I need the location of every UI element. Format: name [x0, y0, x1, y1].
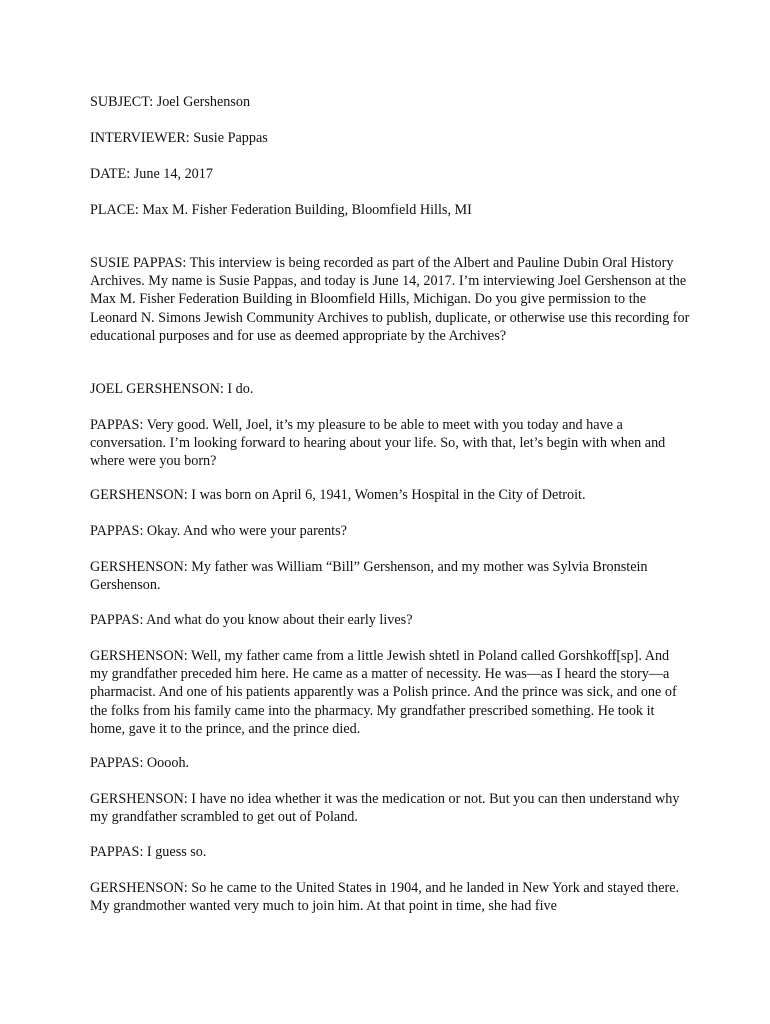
date-line: DATE: June 14, 2017 [90, 166, 213, 182]
transcript-paragraph: GERSHENSON: My father was William “Bill” Gershenson, and my mother was Sylvia Bronstein Gershenson. [90, 559, 648, 594]
transcript-paragraph: JOEL GERSHENSON: I do. [90, 381, 254, 397]
subject-line: SUBJECT: Joel Gershenson [90, 94, 251, 110]
transcript-paragraph: GERSHENSON: Well, my father came from a little Jewish shtetl in Poland called Gorshkoff[sp]. And my grandfather preceded him here. He came as a matter of necessity. He was—as I heard the story—a pharmacist. And one of his patients apparently was a Polish prince. And the prince was sick, and one of the folks from his family came into the pharmacy. My grandfather prescribed something. He took it home, gave it to the prince, and the prince died. [90, 648, 677, 737]
transcript-paragraph: PAPPAS: Very good. Well, Joel, it’s my pleasure to be able to meet with you today and have a conversation. I’m looking forward to hearing about your life. So, with that, let’s begin with when and where were you born? [90, 417, 666, 470]
interviewer-line: INTERVIEWER: Susie Pappas [90, 130, 268, 146]
transcript-paragraph: GERSHENSON: I was born on April 6, 1941, Women’s Hospital in the City of Detroit. [90, 487, 586, 503]
transcript-paragraph: PAPPAS: Okay. And who were your parents? [90, 523, 347, 539]
transcript-paragraph: GERSHENSON: I have no idea whether it was the medication or not. But you can then understand why my grandfather scrambled to get out of Poland. [90, 791, 680, 826]
transcript-paragraph: PAPPAS: Ooooh. [90, 755, 190, 771]
transcript-paragraph: PAPPAS: And what do you know about their early lives? [90, 612, 413, 628]
transcript-paragraph: SUSIE PAPPAS: This interview is being recorded as part of the Albert and Pauline Dubin Oral History Archives. My name is Susie Pappas, and today is June 14, 2017. I’m interviewing Joel Gershenson at the Max M. Fisher Federation Building in Bloomfield Hills, Michigan. Do you give permission to the Leonard N. Simons Jewish Community Archives to publish, duplicate, or otherwise use this recording for educational purposes and for use as deemed appropriate by the Archives? [90, 255, 690, 344]
transcript-paragraph: PAPPAS: I guess so. [90, 844, 207, 860]
place-line: PLACE: Max M. Fisher Federation Building, Bloomfield Hills, MI [90, 202, 472, 218]
transcript-paragraph: GERSHENSON: So he came to the United States in 1904, and he landed in New York and stayed there. My grandmother wanted very much to join him. At that point in time, she had five [90, 880, 680, 915]
